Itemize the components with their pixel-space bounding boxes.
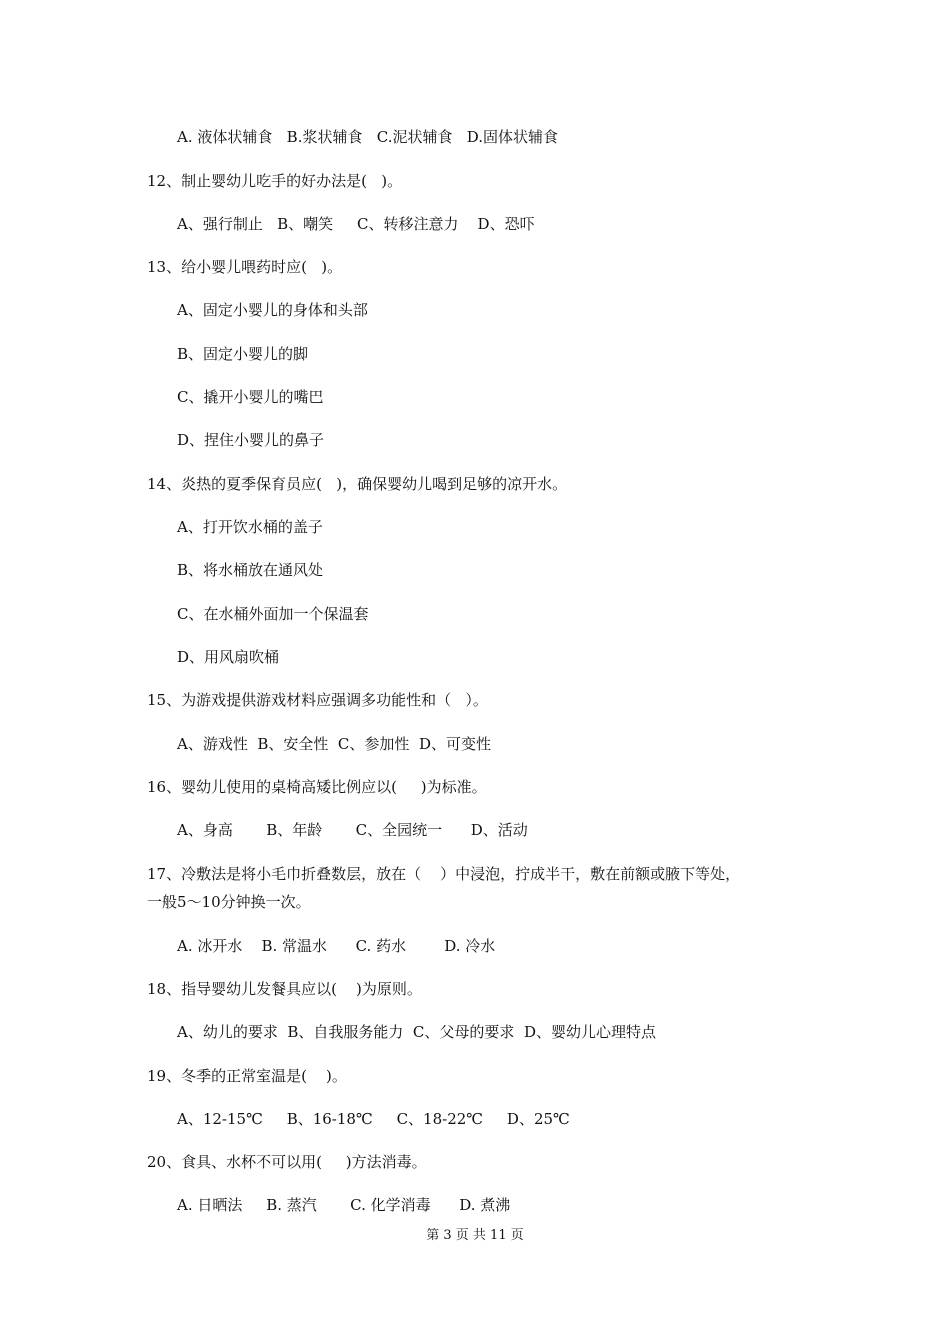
page-footer: 第 3 页 共 11 页 bbox=[426, 1228, 524, 1243]
answer-options: B、将水桶放在通风处 bbox=[177, 561, 324, 579]
question-text: 16、婴幼儿使用的桌椅高矮比例应以( )为标准。 bbox=[147, 778, 487, 796]
question-text: 20、食具、水杯不可以用( )方法消毒。 bbox=[147, 1153, 427, 1171]
answer-options: B、固定小婴儿的脚 bbox=[177, 345, 309, 363]
answer-options: A. 日晒法 B. 蒸汽 C. 化学消毒 D. 煮沸 bbox=[177, 1196, 511, 1214]
answer-options: A、幼儿的要求 B、自我服务能力 C、父母的要求 D、婴幼儿心理特点 bbox=[177, 1023, 656, 1041]
answer-options: D、捏住小婴儿的鼻子 bbox=[177, 431, 325, 449]
answer-options: A. 冰开水 B. 常温水 C. 药水 D. 冷水 bbox=[177, 937, 496, 955]
answer-options: A、固定小婴儿的身体和头部 bbox=[177, 301, 368, 319]
answer-options: A、强行制止 B、嘲笑 C、转移注意力 D、恐吓 bbox=[177, 215, 535, 233]
question-text: 14、炎热的夏季保育员应( )，确保婴幼儿喝到足够的凉开水。 bbox=[147, 475, 568, 493]
answer-options: A. 液体状辅食 B.浆状辅食 C.泥状辅食 D.固体状辅食 bbox=[177, 128, 559, 146]
answer-options: C、在水桶外面加一个保温套 bbox=[177, 605, 369, 623]
question-text: 18、指导婴幼儿发餐具应以( )为原则。 bbox=[147, 980, 422, 998]
answer-options: A、身高 B、年龄 C、全园统一 D、活动 bbox=[177, 821, 528, 839]
question-text-continued: 一般5～10分钟换一次。 bbox=[147, 893, 311, 911]
answer-options: A、打开饮水桶的盖子 bbox=[177, 518, 323, 536]
question-text: 12、制止婴幼儿吃手的好办法是( )。 bbox=[147, 172, 403, 190]
question-text: 17、冷敷法是将小毛巾折叠数层，放在（ ）中浸泡，拧成半干，敷在前额或腋下等处， bbox=[147, 865, 741, 883]
answer-options: C、撬开小婴儿的嘴巴 bbox=[177, 388, 324, 406]
question-text: 19、冬季的正常室温是( )。 bbox=[147, 1067, 347, 1085]
question-text: 13、给小婴儿喂药时应( )。 bbox=[147, 258, 343, 276]
answer-options: A、游戏性 B、安全性 C、参加性 D、可变性 bbox=[177, 735, 491, 753]
answer-options: A、12-15℃ B、16-18℃ C、18-22℃ D、25℃ bbox=[177, 1110, 570, 1128]
answer-options: D、用风扇吹桶 bbox=[177, 648, 280, 666]
question-text: 15、为游戏提供游戏材料应强调多功能性和（ ）。 bbox=[147, 691, 488, 709]
